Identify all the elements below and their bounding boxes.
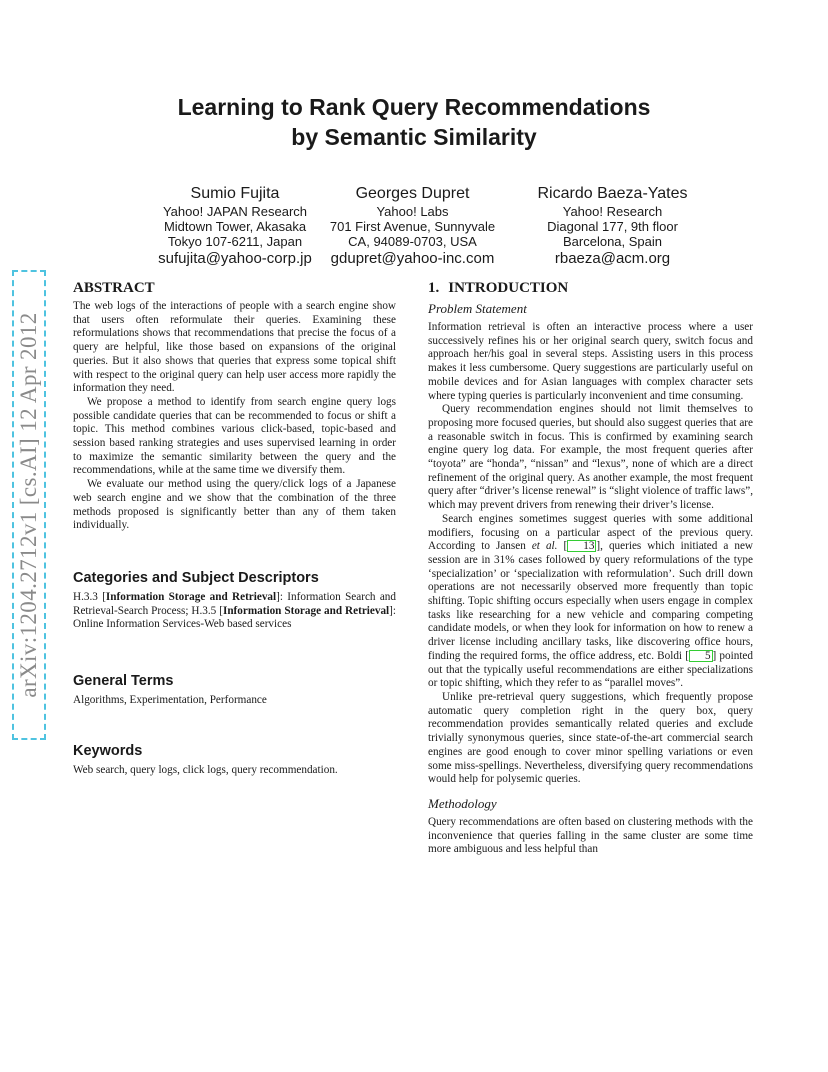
categories-heading: Categories and Subject Descriptors: [73, 569, 319, 586]
general-terms-heading: General Terms: [73, 673, 174, 690]
categories-text: [73, 591, 396, 632]
author-email[interactable]: sufujita@yahoo-corp.jp: [158, 250, 312, 267]
author-affiliation: Yahoo! Labs: [376, 204, 449, 219]
intro-paragraph: Search engines sometimes suggest queries with some additional modifiers, focusing on a particular aspect of the previous query. According to Jansen et al. [ 13 ], queries which initiated a new session are in 31% cases followed by query reformulations of the type ‘specialization’ or ‘specialization with reformulation’. Such drill down operations are not necessarily observed more frequently than topic shifting. Topic shifting occurs especially when users engage in complex tasks like researching for a new vehicle and comparing competing candidate models, or when they look for information on how to renew a driver license including ancillary tasks, like discovering office hours, finding the required forms, the office address, etc. Boldi [ 5 ] pointed out that the typically useful recommendations are either specializations or topic shifting, which they refer to as “parallel moves”.: [428, 512, 753, 690]
author-name: Ricardo Baeza-Yates: [537, 185, 688, 202]
title-line-1: Learning to Rank Query Recommendations: [177, 94, 651, 120]
author-address: Barcelona, Spain: [562, 234, 662, 249]
citation-link[interactable]: 5: [689, 650, 713, 662]
categories-text-part: ]: Information Search and Retrieval-Search Process; H.3.5 [: [73, 590, 396, 617]
author-block-3: [500, 183, 725, 268]
abstract-paragraph: We propose a method to identify from search engine query logs possible candidate queries that can be recommended to focus or shift a topic. This method combines various click-based, topic-based and session based ranking strategies and uses supervised learning in order to maximize the semantic similarity between the query and the recommendations, while at the same time we diversify them.: [73, 395, 396, 477]
arxiv-stamp: [12, 270, 46, 740]
section-number: 1.: [428, 280, 440, 296]
author-block-2: [300, 183, 525, 268]
abstract-paragraph: We evaluate our method using the query/click logs of a Japanese web search engine and we show that the combination of the three methods proposed is significantly better than any of them taken individually.: [73, 478, 396, 532]
author-name: Sumio Fujita: [190, 185, 280, 202]
author-address: 701 First Avenue, Sunnyvale: [329, 219, 496, 234]
keywords-text: Web search, query logs, click logs, query recommendation.: [73, 763, 338, 776]
problem-statement-subheading: Problem Statement: [428, 301, 527, 316]
paper-title: [0, 92, 828, 152]
general-terms-text: Algorithms, Experimentation, Performance: [73, 694, 267, 707]
categories-bold-term: Information Storage and Retrieval: [222, 604, 390, 617]
intro-paragraph: Query recommendation engines should not limit themselves to proposing more focused queries, but should also suggest queries that are a reasonable switch in focus. This is confirmed by examining search engine query log data. For example, the most frequent queries after “toyota” are “honda”, “nissan” and “lexus”, none of which are a direct refinement of the original query. As another example, the most frequent query after “driver’s license renewal” is “slight violence of traffic laws”, which may prevent drivers from renewing their driver’s license.: [428, 403, 753, 512]
categories-text-part: H.3.3 [: [73, 590, 106, 603]
intro-text-part: , queries which initiated a new session are in 31% cases followed by query reformulations of the type ‘specialization’ or ‘specialization with reformulation’. Such drill down operations are not necessarily observed more frequently than topic shifting. Topic shifting occurs especially when users engage in complex tasks like researching for a new vehicle and comparing competing candidate models, or when they look for information on how to renew a driver license including ancillary tasks, like discovering office hours, finding the required forms, the office address, etc. Boldi: [428, 540, 753, 662]
et-al: et al.: [531, 540, 558, 553]
introduction-heading: [428, 278, 753, 298]
intro-paragraph: Information retrieval is often an interactive process where a user successively refines his or her original search query, switch focus and approach her/his goal in several steps. Assisting users in this process makes it less cumbersome. Query suggestions are particularly useful on mobile devices and for Asian languages with complex character sets where typing queries is particularly inconvenient and time consuming.: [428, 321, 753, 402]
author-address: Diagonal 177, 9th floor: [547, 219, 678, 234]
author-name: Georges Dupret: [355, 185, 470, 202]
categories-bold-term: Information Storage and Retrieval: [105, 590, 277, 603]
left-column: [73, 278, 396, 777]
right-column: [428, 278, 753, 857]
author-address: CA, 94089-0703, USA: [348, 234, 477, 249]
intro-text-part: Search engines sometimes suggest queries with some additional modifiers, focusing on a particular aspect of the previous query. According to Jansen: [428, 512, 753, 553]
author-address: Midtown Tower, Akasaka: [163, 219, 307, 234]
citation-link[interactable]: 13: [567, 540, 596, 552]
intro-text-part: pointed out that the typically useful recommendations are either specializations or topic shifting, which they refer to as “parallel moves”.: [428, 649, 753, 690]
keywords-heading: Keywords: [73, 742, 143, 759]
abstract-paragraph: The web logs of the interactions of people with a search engine show that users often reformulate their queries. Examining these reformulations shows that recommendations that precise the focus of a query are helpful, like those based on expansions of the original queries. But it also shows that queries that express some topical shift with respect to the original query can help user access more rapidly the information they need.: [73, 300, 396, 395]
title-line-2: by Semantic Similarity: [291, 124, 537, 150]
arxiv-stamp-text: arXiv:1204.2712v1 [cs.AI] 12 Apr 2012: [16, 312, 41, 698]
intro-paragraph: Query recommendations are often based on clustering methods with the inconvenience that queries falling in the same cluster are some time more ambiguous and less helpful than: [428, 815, 753, 856]
author-affiliation: Yahoo! Research: [562, 204, 663, 219]
intro-paragraph: Unlike pre-retrieval query suggestions, which frequently propose automatic query completion right in the query box, query recommendation provides semantically related queries and exclude trivially synonymous queries, since state-of-the-art commercial search engines are good enough to cover minor spelling variations or even some miss-spellings. Nevertheless, diversifying query recommendations would help for polysemic queries.: [428, 690, 753, 786]
author-address: Tokyo 107-6211, Japan: [167, 234, 303, 249]
abstract-heading: ABSTRACT: [73, 280, 155, 296]
methodology-subheading: Methodology: [428, 795, 497, 811]
author-affiliation: Yahoo! JAPAN Research: [162, 204, 308, 219]
categories-text-part: ]: Online Information Services-Web based services: [73, 604, 396, 631]
author-email[interactable]: gdupret@yahoo-inc.com: [330, 250, 495, 267]
section-title: INTRODUCTION: [448, 280, 569, 296]
author-email[interactable]: rbaeza@acm.org: [554, 250, 671, 267]
